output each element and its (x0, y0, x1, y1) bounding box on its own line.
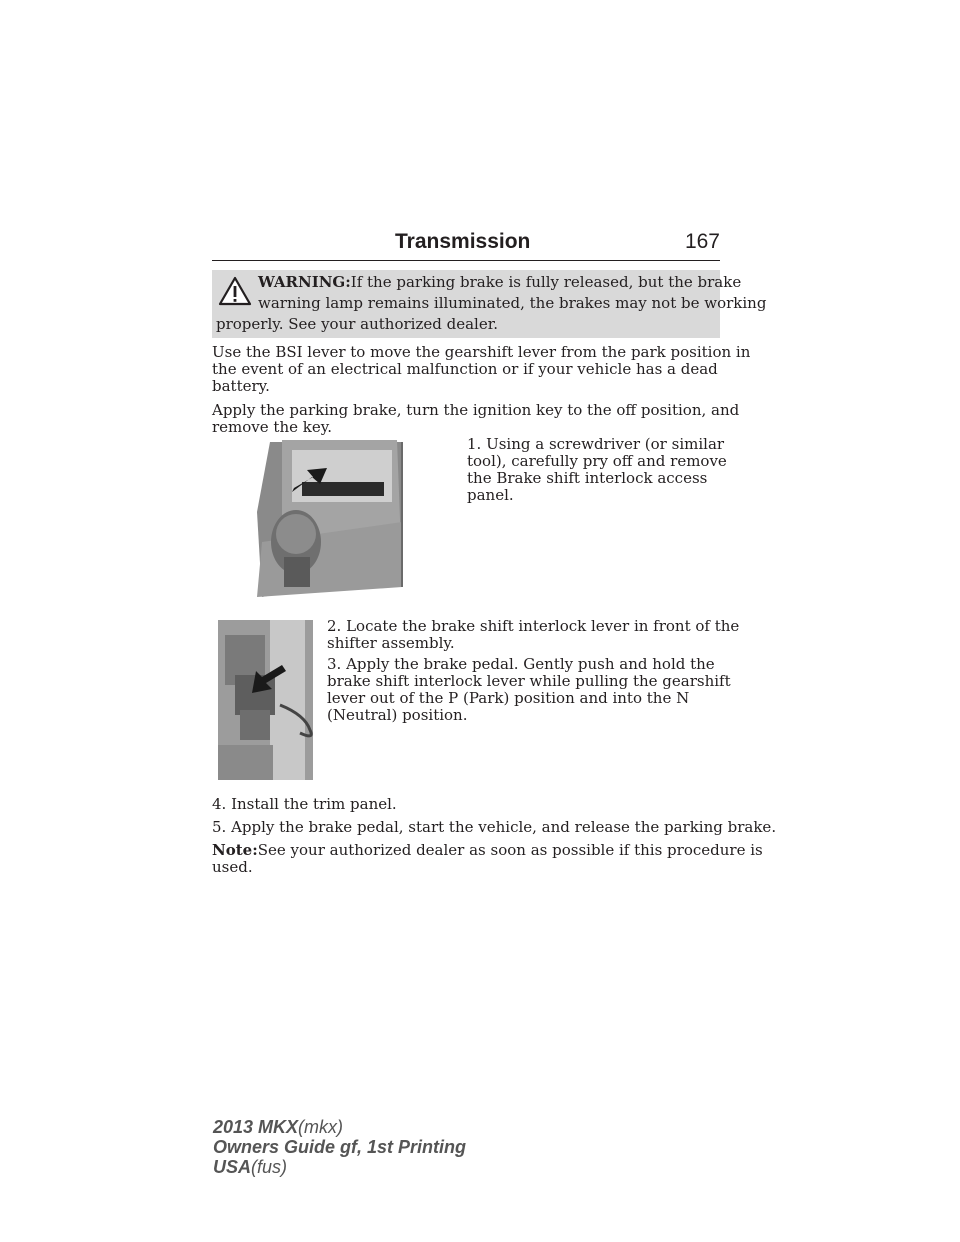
step-3-line-3: lever out of the P (Park) position and into the N (327, 689, 690, 707)
warning-line-2: warning lamp remains illuminated, the brakes may not be working (258, 294, 767, 312)
footer-line-1: 2013 MKX(mkx) (213, 1117, 344, 1137)
apply-paragraph-line-2: remove the key. (212, 418, 332, 436)
step-5: 5. Apply the brake pedal, start the vehicle, and release the parking brake. (212, 818, 777, 836)
footer-line-3: USA(fus) (213, 1157, 288, 1177)
bsi-paragraph-line-3: battery. (212, 377, 270, 395)
apply-paragraph-line-1: Apply the parking brake, turn the ignition key to the off position, and (212, 401, 740, 419)
step-1-line-4: panel. (467, 486, 514, 504)
note-line-1: Note:See your authorized dealer as soon as possible if this procedure is (212, 841, 763, 859)
footer-line-2: Owners Guide gf, 1st Printing (213, 1137, 467, 1157)
page-header (212, 228, 720, 261)
step-3-line-1: 3. Apply the brake pedal. Gently push and hold the (327, 655, 715, 673)
warning-line-1: WARNING:If the parking brake is fully released, but the brake (258, 273, 742, 291)
step-2-line-2: shifter assembly. (327, 634, 455, 652)
note-label: Note: (212, 841, 258, 859)
note-line-2: used. (212, 858, 253, 876)
step-3-line-4: (Neutral) position. (327, 706, 468, 724)
console-access-panel-illustration (252, 422, 452, 600)
step-2-line-1: 2. Locate the brake shift interlock lever in front of the (327, 617, 740, 635)
bsi-paragraph-line-1: Use the BSI lever to move the gearshift lever from the park position in (212, 343, 751, 361)
page-number: 167 (684, 230, 720, 253)
section-title: Transmission (395, 230, 531, 253)
page-footer (213, 1117, 466, 1177)
step-4: 4. Install the trim panel. (212, 795, 397, 813)
shifter-assembly-illustration (210, 615, 320, 780)
step-1-line-2: tool), carefully pry off and remove (467, 452, 727, 470)
step-1-line-1: 1. Using a screwdriver (or similar (467, 435, 725, 453)
step-1-line-3: the Brake shift interlock access (467, 469, 708, 487)
warning-label: WARNING: (258, 273, 351, 291)
warning-box (212, 270, 767, 338)
bsi-paragraph-line-2: the event of an electrical malfunction or if your vehicle has a dead (212, 360, 718, 378)
warning-triangle-icon (218, 276, 252, 306)
step-3-line-2: brake shift interlock lever while pulling the gearshift (327, 672, 731, 690)
warning-line-3: properly. See your authorized dealer. (216, 315, 498, 333)
